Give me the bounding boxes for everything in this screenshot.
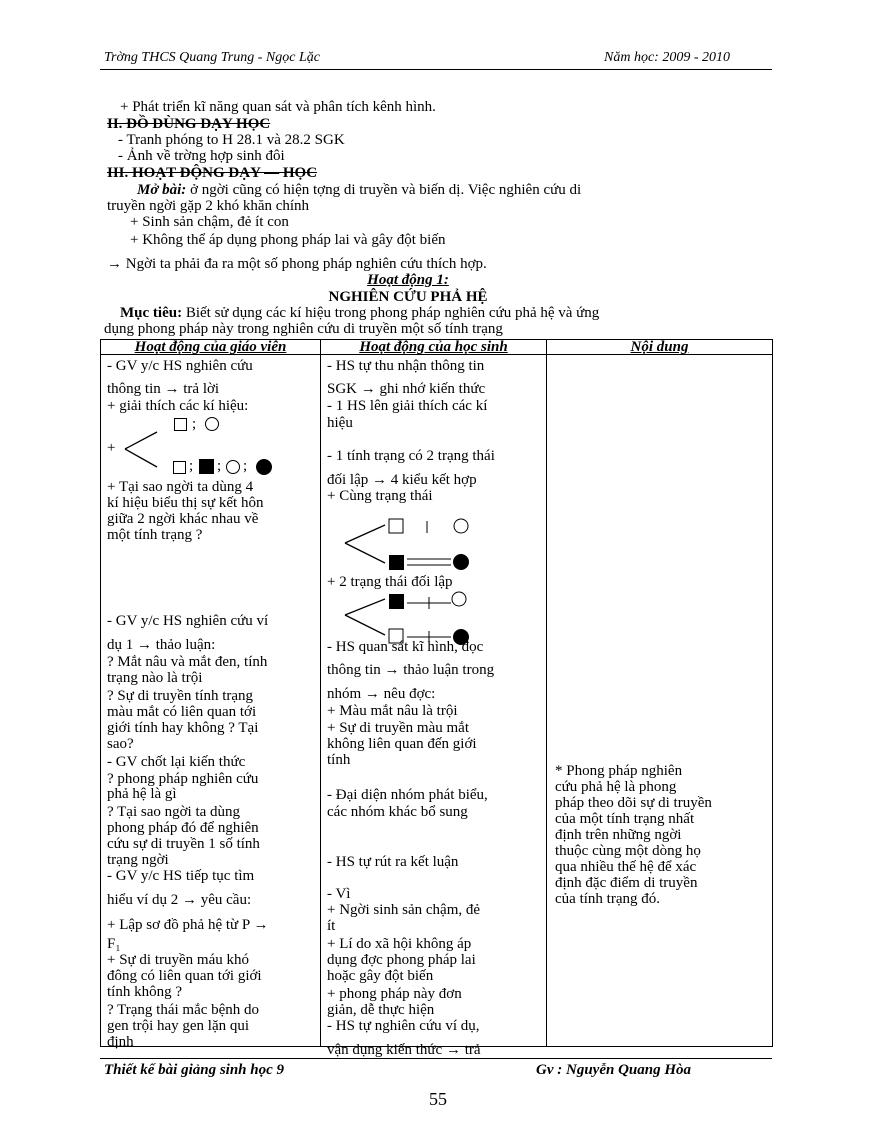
opening-line: [137, 182, 581, 198]
teacher-line: phả hệ là gì: [107, 786, 177, 802]
objective-line: [120, 305, 599, 321]
separator: ;: [243, 458, 248, 474]
male-symbol-icon: [173, 461, 186, 474]
content-line: cứu phả hệ là phong: [555, 779, 677, 795]
content-line: định trên những ngời: [555, 827, 682, 843]
teacher-line: + giải thích các kí hiệu:: [107, 398, 249, 414]
teacher-line: đông có liên quan tới giới: [107, 968, 262, 984]
section-activities-text: III. HOẠT ĐỘNG DẠY — HỌC: [107, 165, 318, 181]
student-line: - Đại diện nhóm phát biểu,: [327, 787, 488, 803]
teacher-line: phong pháp đó để nghiên: [107, 820, 259, 836]
student-line: nhóm → nêu đợc:: [327, 686, 436, 702]
teacher-line: ? Sự di truyền tính trạng: [107, 688, 254, 704]
section-materials-heading: [107, 116, 270, 132]
header-student: Hoạt động của học sinh: [321, 340, 547, 355]
teacher-line: dụ 1 → thảo luận:: [107, 637, 216, 653]
teacher-line: màu mắt có liên quan tới: [107, 704, 257, 720]
header-teacher: Hoạt động của giáo viên: [101, 340, 321, 355]
student-line: hoặc gây đột biến: [327, 968, 434, 984]
activity-label: Hoạt động 1:: [367, 272, 449, 288]
content-line: pháp theo dõi sự di truyền: [555, 795, 712, 811]
student-line: vận dụng kiến thức → trả: [327, 1042, 481, 1058]
difficulty-1: + Sinh sản chậm, đẻ ít con: [130, 214, 289, 230]
separator: ;: [217, 458, 222, 474]
teacher-line: - GV y/c HS tiếp tục tìm: [107, 868, 255, 884]
male-symbol-icon: [174, 418, 187, 431]
activity-heading: [0, 272, 816, 288]
opening-continuation: truyền ngời gặp 2 khó khăn chính: [107, 198, 310, 214]
page-number: 55: [429, 1089, 447, 1109]
teacher-line: thông tin → trả lời: [107, 381, 220, 397]
same-state-diagram: [343, 515, 473, 575]
teacher-line: cứu sự di truyền 1 số tính: [107, 836, 260, 852]
student-line: - 1 HS lên giải thích các kí: [327, 398, 488, 414]
activity-title: NGHIÊN CỨU PHẢ HỆ: [328, 289, 488, 305]
teacher-line: ? Mắt nâu và mắt đen, tính: [107, 654, 268, 670]
student-line: đối lập → 4 kiểu kết hợp: [327, 472, 477, 488]
student-line: + Lí do xã hội không áp: [327, 936, 472, 952]
teacher-line: ? Trạng thái mắc bệnh do: [107, 1002, 260, 1018]
footer-teacher: Gv : Nguyễn Quang Hòa: [536, 1062, 692, 1078]
opening-label: Mở bài:: [137, 182, 187, 198]
materials-item-2: - Ảnh về trờng hợp sinh đôi: [118, 148, 285, 164]
student-line: - HS tự rút ra kết luận: [327, 854, 459, 870]
teacher-line: ? phong pháp nghiên cứu: [107, 771, 259, 787]
footer-rule: [100, 1058, 772, 1059]
student-line: - 1 tính trạng có 2 trạng thái: [327, 448, 495, 464]
teacher-line: định: [107, 1034, 134, 1050]
content-line: qua nhiều thế hệ để xác: [555, 859, 697, 875]
affected-female-icon: [256, 459, 272, 475]
marriage-arrow-icon: [123, 429, 171, 471]
separator: ;: [192, 416, 197, 432]
student-line: SGK → ghi nhớ kiến thức: [327, 381, 486, 397]
student-line: + 2 trạng thái đối lập: [327, 574, 453, 590]
teacher-line: - GV y/c HS nghiên cứu ví: [107, 613, 269, 629]
student-line: thông tin → thảo luận trong: [327, 662, 495, 678]
teacher-line: giữa 2 ngời khác nhau về: [107, 511, 259, 527]
teacher-line: - GV y/c HS nghiên cứu: [107, 358, 253, 374]
student-line: ít: [327, 918, 336, 934]
student-line: tính: [327, 752, 351, 768]
student-line: không liên quan đến giới: [327, 736, 477, 752]
teacher-line: F₁: [107, 936, 121, 952]
skill-line: + Phát triển kĩ năng quan sát và phân tích kênh hình.: [120, 99, 436, 115]
plus-sign: +: [107, 440, 116, 456]
teacher-line: một tính trạng ?: [107, 527, 203, 543]
teacher-line: tính không ?: [107, 984, 182, 1000]
activity-table: [100, 339, 773, 1058]
student-line: - HS tự thu nhận thông tin: [327, 358, 485, 374]
objective-text: Biết sử dụng các kí hiệu trong phong pháp nghiên cứu phả hệ và ứng: [182, 305, 600, 321]
objective-label: Mục tiêu:: [120, 305, 183, 321]
teacher-line: gen trội hay gen lặn qui: [107, 1018, 250, 1034]
teacher-line: hiểu ví dụ 2 → yêu cầu:: [107, 892, 252, 908]
teacher-line: + Tại sao ngời ta dùng 4: [107, 479, 254, 495]
section-activities-heading: [107, 165, 317, 181]
teacher-column: [101, 355, 321, 1050]
content-line: thuộc cùng một dòng họ: [555, 843, 701, 859]
student-line: - HS tự nghiên cứu ví dụ,: [327, 1018, 480, 1034]
section-materials-text: II. ĐỒ DÙNG DẠY HỌC: [107, 116, 271, 132]
objective-continuation: dụng phong pháp này trong nghiên cứu di truyền một số tính trạng: [104, 321, 503, 337]
female-symbol-icon: [226, 460, 240, 474]
separator: ;: [189, 458, 194, 474]
header-content: Nội dung: [547, 340, 773, 355]
teacher-line: ? Tại sao ngời ta dùng: [107, 804, 241, 820]
content-line: định đặc điểm di truyền: [555, 875, 698, 891]
student-column: [321, 355, 547, 1058]
opening-text: ở ngời cũng có hiện tợng di truyền và biến dị. Việc nghiên cứu di: [186, 182, 582, 198]
teacher-line: sao?: [107, 736, 134, 752]
female-symbol-icon: [205, 417, 219, 431]
student-line: + Màu mắt nâu là trội: [327, 703, 458, 719]
content-column: [547, 355, 773, 1047]
student-line: dụng đợc phong pháp lai: [327, 952, 476, 968]
header-rule: [100, 69, 772, 70]
header-school: Trờng THCS Quang Trung - Ngọc Lặc: [104, 50, 320, 65]
content-line: * Phong pháp nghiên: [555, 763, 683, 779]
teacher-line: kí hiệu biểu thị sự kết hôn: [107, 495, 264, 511]
student-line: - Vì: [327, 886, 351, 902]
header-school-year: Năm học: 2009 - 2010: [604, 50, 730, 65]
teacher-line: - GV chốt lại kiến thức: [107, 754, 246, 770]
student-line: + phong pháp này đơn: [327, 986, 462, 1002]
teacher-line: + Lập sơ đồ phả hệ từ P →: [107, 917, 269, 933]
teacher-line: trạng ngời: [107, 852, 169, 868]
affected-male-icon: [199, 459, 214, 474]
content-line: của một tính trạng nhất: [555, 811, 695, 827]
student-line: giản, dễ thực hiện: [327, 1002, 435, 1018]
student-line: hiệu: [327, 415, 353, 431]
teacher-line: trạng nào là trội: [107, 670, 203, 686]
materials-item-1: - Tranh phóng to H 28.1 và 28.2 SGK: [118, 132, 345, 148]
student-line: + Ngời sinh sản chậm, đẻ: [327, 902, 481, 918]
student-line: các nhóm khác bổ sung: [327, 804, 468, 820]
opening-conclusion: → Ngời ta phải đa ra một số phong pháp nghiên cứu thích hợp.: [107, 256, 487, 272]
student-line: - HS quan sát kĩ hình, đọc: [327, 639, 484, 655]
student-line: + Cùng trạng thái: [327, 488, 433, 504]
footer-title: Thiết kế bài giảng sinh học 9: [104, 1062, 285, 1078]
teacher-line: + Sự di truyền máu khó: [107, 952, 249, 968]
content-line: của tính trạng đó.: [555, 891, 660, 907]
difficulty-2: + Không thể áp dụng phong pháp lai và gây đột biến: [130, 232, 446, 248]
teacher-line: giới tính hay không ? Tại: [107, 720, 259, 736]
student-line: + Sự di truyền màu mắt: [327, 720, 469, 736]
